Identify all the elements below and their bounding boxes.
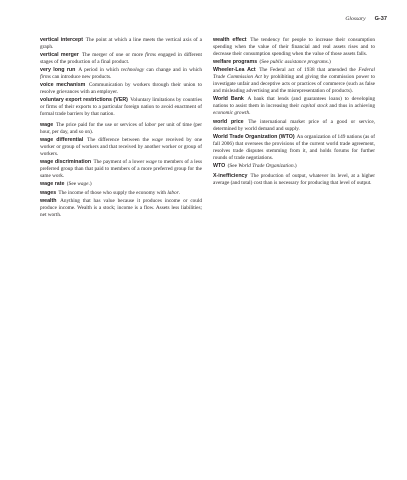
definition-text: can introduce new products.: [50, 74, 112, 81]
glossary-term: wage discrimination: [40, 159, 92, 166]
glossary-column-left: [40, 37, 202, 220]
glossary-term: world price: [213, 118, 244, 125]
definition-text: The price paid for the use or services of: [55, 122, 145, 129]
glossary-definition: [57, 190, 180, 196]
glossary-term: wage: [40, 122, 54, 129]
section-title: Glossary: [345, 16, 366, 22]
glossary-term: welfare programs: [213, 59, 258, 66]
glossary-definition: [258, 59, 331, 65]
definition-text: per unit of time (per hour, per day, and so on).: [40, 122, 203, 136]
glossary-term: wage differential: [40, 137, 84, 144]
glossary-term: Wheeler-Lea Act: [213, 67, 256, 74]
glossary-definition: [65, 181, 91, 187]
definition-text: by prohibiting and giving the commission power to investigate unfair and deceptive acts or practices of commerce (such as false and misleading advertising and the misrepresentation of products).: [213, 74, 375, 95]
definition-text: Anything that has value because it produces income or could produce income. Wealth is a stock; income is a flow. Assets less liabilities; net worth.: [40, 197, 202, 218]
definition-text: wage: [77, 181, 89, 188]
definition-text: The Federal act of 1938 that amended the: [259, 67, 359, 74]
glossary-term: voice mechanism: [40, 82, 86, 89]
glossary-term: X-inefficiency: [213, 173, 248, 180]
glossary-term: very long run: [40, 67, 76, 74]
glossary-entry: [213, 163, 375, 170]
definition-text: (See: [259, 59, 271, 66]
definition-text: The international market price of a good or service, determined by world demand and supply.: [213, 118, 375, 132]
glossary-term: vertical merger: [40, 52, 79, 59]
definition-text: .): [327, 59, 331, 66]
definition-text: The production of output, whatever its level, at a higher average (and total) cost than is necessary for producing that level of output.: [213, 173, 375, 187]
glossary-entry: [40, 97, 202, 118]
definition-text: .: [178, 189, 181, 196]
glossary-term: voluntary export restrictions (VER): [40, 97, 128, 104]
definition-text: Voluntary limitations by countries or firms of their exports to a particular foreign nation to avoid enactment of formal trade barriers by that nation.: [40, 97, 202, 118]
definition-text: labor: [167, 189, 179, 196]
definition-text: economic growth: [213, 110, 250, 117]
glossary-definition: [40, 122, 202, 135]
definition-text: firms: [145, 52, 156, 59]
glossary-entry: [213, 119, 375, 133]
glossary-term: World Trade Organization (WTO): [213, 133, 295, 140]
glossary-entry: [40, 137, 202, 158]
definition-text: (See: [66, 181, 78, 188]
glossary-entry: [40, 198, 202, 219]
glossary-entry: [213, 96, 375, 117]
glossary-entry: [40, 122, 202, 136]
definition-text: to members of a less preferred group than that paid to members of a more preferred group for the same work.: [40, 159, 203, 180]
definition-text: The tendency for people to increase their consumption spending when the value of their financial and real assets rises and to decrease their consumption spending when the value of those assets falls.: [213, 37, 375, 58]
glossary-entry: [40, 181, 202, 188]
glossary-entry: [40, 52, 202, 66]
definition-text: The point at which a line meets the vertical axis of a graph.: [40, 37, 202, 51]
definition-text: (See: [227, 162, 239, 169]
definition-text: Communication by workers through their union to resolve grievances with an employer.: [40, 82, 202, 96]
glossary-term: wage rate: [40, 181, 65, 188]
glossary-definition: [40, 198, 202, 218]
definition-text: An organization of 149 nations (as of fall 2006) that oversees the provisions of the current world trade agreement, resolves trade disputes stemming from it, and holds forums for further rounds of trade negotiations.: [213, 133, 376, 161]
glossary-entry: [40, 37, 202, 51]
glossary-term: wealth: [40, 197, 57, 204]
definition-text: The merger of one or more: [81, 52, 146, 59]
definition-text: .: [249, 110, 251, 117]
glossary-term: vertical intercept: [40, 37, 83, 43]
definition-text: engaged in different stages of the production of a final product.: [40, 52, 203, 66]
glossary-entry: [40, 190, 202, 197]
definition-text: World Trade Organization: [238, 162, 294, 169]
definition-text: and thus in achieving: [327, 103, 375, 110]
definition-text: .): [88, 181, 92, 188]
definition-text: public assistance programs: [270, 59, 328, 66]
definition-text: wage: [145, 159, 157, 166]
glossary-entry: [40, 67, 202, 81]
glossary-column-right: [213, 37, 375, 189]
glossary-entry: [40, 159, 202, 180]
glossary-entry: [213, 173, 375, 187]
glossary-term: World Bank: [213, 96, 244, 103]
glossary-definition: [226, 163, 296, 169]
glossary-entry: [40, 82, 202, 96]
page-number: G-37: [374, 16, 387, 22]
definition-text: A period in which: [78, 67, 122, 74]
definition-text: firms: [40, 74, 51, 81]
definition-text: .): [293, 162, 297, 169]
definition-text: The income of those who supply the economy with: [58, 189, 168, 196]
definition-text: can change and in which: [144, 67, 202, 74]
definition-text: technology: [121, 67, 145, 74]
definition-text: A bank that lends (and guarantees loans) to developing nations to assist them in increasing their: [213, 96, 375, 110]
glossary-entry: [213, 134, 375, 162]
definition-text: labor: [144, 122, 157, 129]
glossary-term: wealth effect: [213, 37, 247, 43]
definition-text: Federal Trade Commission Act: [213, 67, 376, 81]
glossary-entry: [213, 59, 375, 66]
glossary-entry: [213, 67, 375, 95]
definition-text: capital stock: [300, 103, 328, 110]
glossary-term: wages: [40, 189, 57, 196]
glossary-entry: [213, 37, 375, 58]
definition-text: wage: [151, 137, 163, 144]
page-header: [345, 16, 387, 22]
definition-text: The difference between the: [87, 137, 152, 144]
definition-text: received by one worker or group of workers and that received by another worker or group of workers.: [40, 137, 203, 158]
definition-text: The payment of a lower: [93, 159, 146, 166]
glossary-term: WTO: [213, 162, 226, 169]
